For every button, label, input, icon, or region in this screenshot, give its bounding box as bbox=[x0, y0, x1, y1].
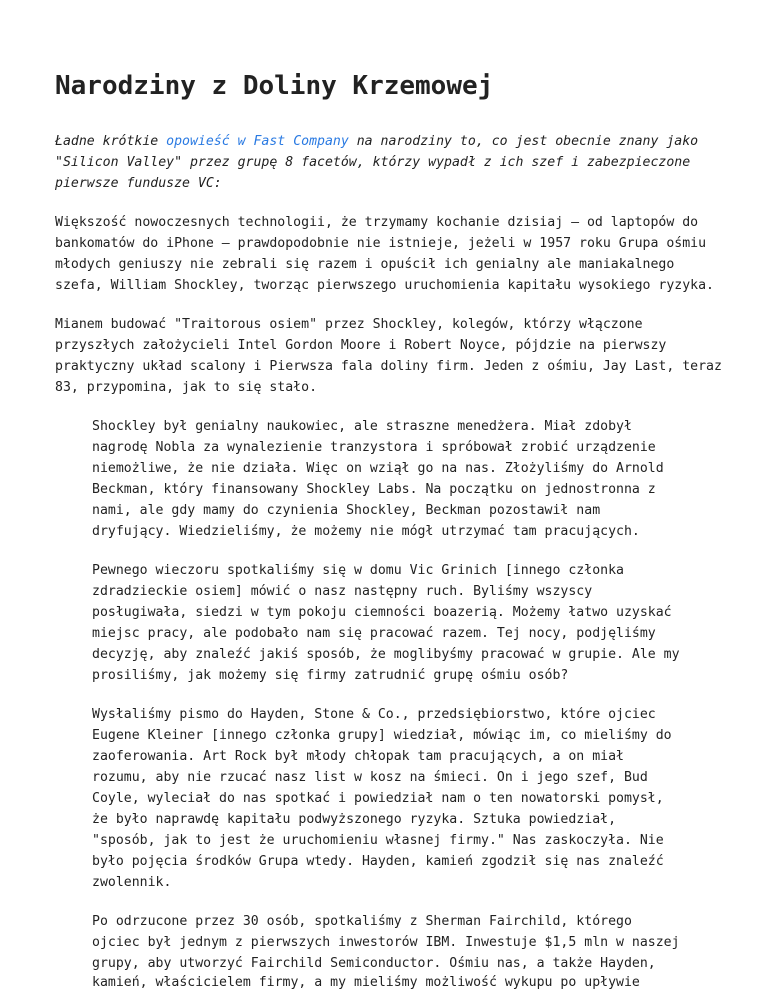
intro-text: "Silicon Valley" przez grupę 8 facetów, którzy wypadł z ich szef i zabezpieczone bbox=[55, 155, 691, 170]
intro-line bbox=[55, 173, 222, 194]
quote-line: Beckman, który finansowany Shockley Labs. Na początku on jednostronna z bbox=[92, 482, 656, 497]
intro-text: Ładne krótkie bbox=[55, 134, 167, 149]
quote-line: Coyle, wyleciał do nas spotkać i powiedział nam o ten nowatorski pomysł, bbox=[92, 791, 664, 806]
paragraph-line: przyszłych założycieli Intel Gordon Moore i Robert Noyce, pójdzie na pierwszy bbox=[55, 338, 667, 353]
intro-text: pierwsze fundusze VC: bbox=[55, 176, 222, 191]
quote-line: że było naprawdę kapitału podwyższonego ryzyka. Sztuka powiedział, bbox=[92, 812, 617, 827]
quote-line: niemożliwe, że nie działa. Więc on wziął go na nas. Złożyliśmy do Arnold bbox=[92, 461, 664, 476]
quote-line: zdradzieckie osiem] mówić o nasz następny ruch. Byliśmy wszyscy bbox=[92, 584, 593, 599]
paragraph-line: młodych geniuszy nie zebrali się razem i opuścił ich genialny ale maniakalnego bbox=[55, 257, 675, 272]
quote-line: decyzję, aby znaleźć jakiś sposób, że moglibyśmy pracować w grupie. Ale my bbox=[92, 647, 680, 662]
quote-line: kamień, właścicielem firmy, a my mieliśmy możliwość wykupu po upływie bbox=[92, 975, 640, 990]
paragraph-line: 83, przypomina, jak to się stało. bbox=[55, 380, 318, 395]
quote-line: było pojęcia środków Grupa wtedy. Hayden, kamień zgodził się nas znaleźć bbox=[92, 854, 664, 869]
quote-line: Eugene Kleiner [innego członka grupy] wiedział, mówiąc im, co mieliśmy do bbox=[92, 728, 672, 743]
intro-text: na narodziny to, co jest obecnie znany jako bbox=[348, 134, 699, 149]
quote-line: Shockley był genialny naukowiec, ale straszne menedżera. Miał zdobył bbox=[92, 419, 632, 434]
paragraph-line: szefa, William Shockley, tworząc pierwszego uruchomienia kapitału wysokiego ryzyka. bbox=[55, 278, 714, 293]
quote-line: Pewnego wieczoru spotkaliśmy się w domu Vic Grinich [innego członka bbox=[92, 563, 624, 578]
quote-line: Wysłaliśmy pismo do Hayden, Stone & Co., przedsiębiorstwo, które ojciec bbox=[92, 707, 656, 722]
paragraph-line: Mianem budować "Traitorous osiem" przez Shockley, kolegów, którzy włączone bbox=[55, 317, 643, 332]
intro-line bbox=[55, 131, 698, 152]
paragraph-line: praktyczny układ scalony i Pierwsza fala doliny firm. Jeden z ośmiu, Jay Last, teraz bbox=[55, 359, 722, 374]
quote-line: posługiwała, siedzi w tym pokoju ciemności boazerią. Możemy łatwo uzyskać bbox=[92, 605, 672, 620]
quote-line: Po odrzucone przez 30 osób, spotkaliśmy z Sherman Fairchild, którego bbox=[92, 914, 632, 929]
quote-line: nami, ale gdy mamy do czynienia Shockley, Beckman pozostawił nam bbox=[92, 503, 601, 518]
article-title: Narodziny z Doliny Krzemowej bbox=[55, 71, 494, 101]
quote-line: rozumu, aby nie rzucać nasz list w kosz na śmieci. On i jego szef, Bud bbox=[92, 770, 648, 785]
paragraph-line: Większość nowoczesnych technologii, że trzymamy kochanie dzisiaj — od laptopów do bbox=[55, 215, 699, 230]
fast-company-story-link[interactable]: opowieść w Fast Company bbox=[166, 134, 349, 149]
quote-line: ojciec był jednym z pierwszych inwestorów IBM. Inwestuje $1,5 mln w naszej bbox=[92, 935, 680, 950]
intro-line bbox=[55, 152, 690, 173]
quote-line: "sposób, jak to jest że uruchomieniu własnej firmy." Nas zaskoczyła. Nie bbox=[92, 833, 664, 848]
quote-line: dryfujący. Wiedzieliśmy, że możemy nie mógł utrzymać tam pracujących. bbox=[92, 524, 640, 539]
quote-line: miejsc pracy, ale podobało nam się pracować razem. Tej nocy, podjęliśmy bbox=[92, 626, 656, 641]
quote-line: grupy, aby utworzyć Fairchild Semiconductor. Ośmiu nas, a także Hayden, bbox=[92, 956, 656, 971]
quote-line: zwolennik. bbox=[92, 875, 172, 890]
quote-line: nagrodę Nobla za wynalezienie tranzystora i spróbował zrobić urządzenie bbox=[92, 440, 656, 455]
quote-line: zaoferowania. Art Rock był młody chłopak tam pracujących, a on miał bbox=[92, 749, 624, 764]
quote-line: prosiliśmy, jak możemy się firmy zatrudnić grupę ośmiu osób? bbox=[92, 668, 569, 683]
paragraph-line: bankomatów do iPhone — prawdopodobnie nie istnieje, jeżeli w 1957 roku Grupa ośmiu bbox=[55, 236, 707, 251]
